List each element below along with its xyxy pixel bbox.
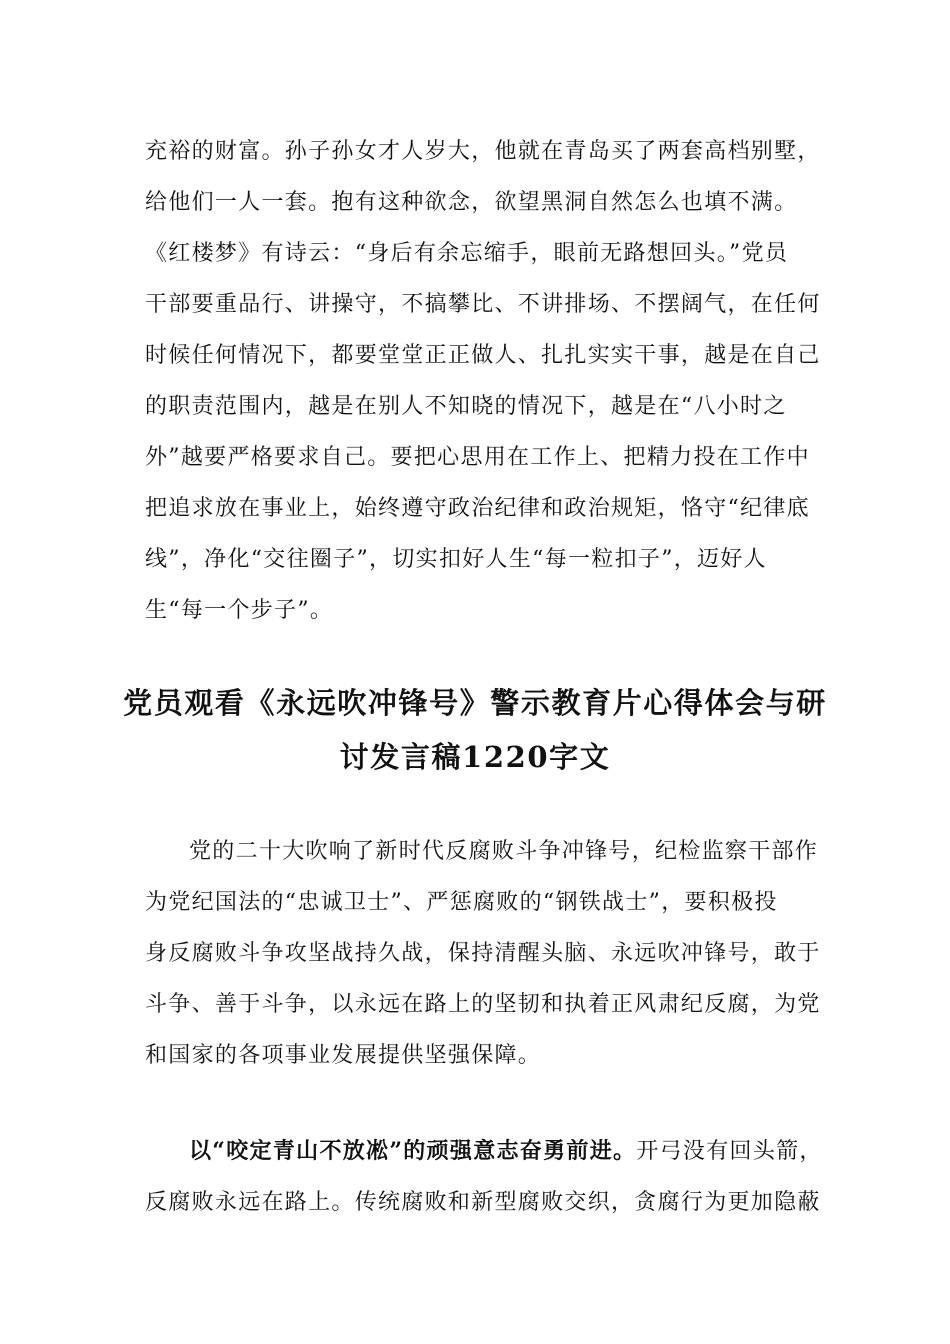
text-line: 生“每一个步子”。 (145, 598, 334, 623)
text-line: 时候任何情况下，都要堂堂正正做人、扎扎实实干事，越是在自己 (145, 343, 821, 368)
text-line: 《红楼梦》有诗云：“身后有余忘缩手，眼前无路想回头。”党员 (145, 241, 789, 266)
article-title (120, 676, 830, 784)
text-line: 给他们一人一套。抱有这种欲念，欲望黑洞自然怎么也填不满。 (145, 190, 798, 215)
text-line: 为党纪国法的“忠诚卫士”、严惩腐败的“钢铁战士”，要积极投 (145, 890, 778, 915)
text-line: 充裕的财富。孙子孙女才人岁大，他就在青岛买了两套高档别墅， (145, 139, 821, 164)
text-line: 斗争、善于斗争，以永远在路上的坚韧和执着正风肃纪反腐，为党 (145, 992, 821, 1017)
text-line: 的职责范围内，越是在别人不知晓的情况下，越是在“八小时之 (145, 394, 787, 419)
paragraph-continued (145, 126, 821, 636)
text-line: 外”越要严格要求自己。要把心思用在工作上、把精力投在工作中 (145, 445, 810, 470)
text-line: 党的二十大吹响了新时代反腐败斗争冲锋号，纪检监察干部作 (189, 839, 819, 864)
section-paragraph (145, 1126, 823, 1228)
text-line: 反腐败永远在路上。传统腐败和新型腐败交织，贪腐行为更加隐蔽 (145, 1190, 821, 1215)
intro-paragraph (145, 826, 821, 1081)
text-line: 干部要重品行、讲操守，不搞攀比、不讲排场、不摆阔气，在任何 (145, 292, 821, 317)
title-line-2: 讨发言稿1220字文 (339, 740, 611, 774)
text-line: 把追求放在事业上，始终遵守政治纪律和政治规矩，恪守“纪律底 (145, 496, 810, 521)
title-line-1: 党员观看《永远吹冲锋号》警示教育片心得体会与研 (123, 686, 827, 720)
text-line: 身反腐败斗争攻坚战持久战，保持清醒头脑、永远吹冲锋号，敢于 (145, 941, 821, 966)
section-lead-rest: 开弓没有回头箭， (636, 1139, 823, 1164)
text-line: 和国家的各项事业发展提供坚强保障。 (145, 1043, 542, 1068)
text-line (145, 1126, 823, 1177)
text-line: 线”，净化“交往圈子”，切实扣好人生“每一粒扣子”，迈好人 (145, 547, 767, 572)
section-lead-heading: 以“咬定青山不放凇”的顽强意志奋勇前进。 (189, 1138, 637, 1164)
